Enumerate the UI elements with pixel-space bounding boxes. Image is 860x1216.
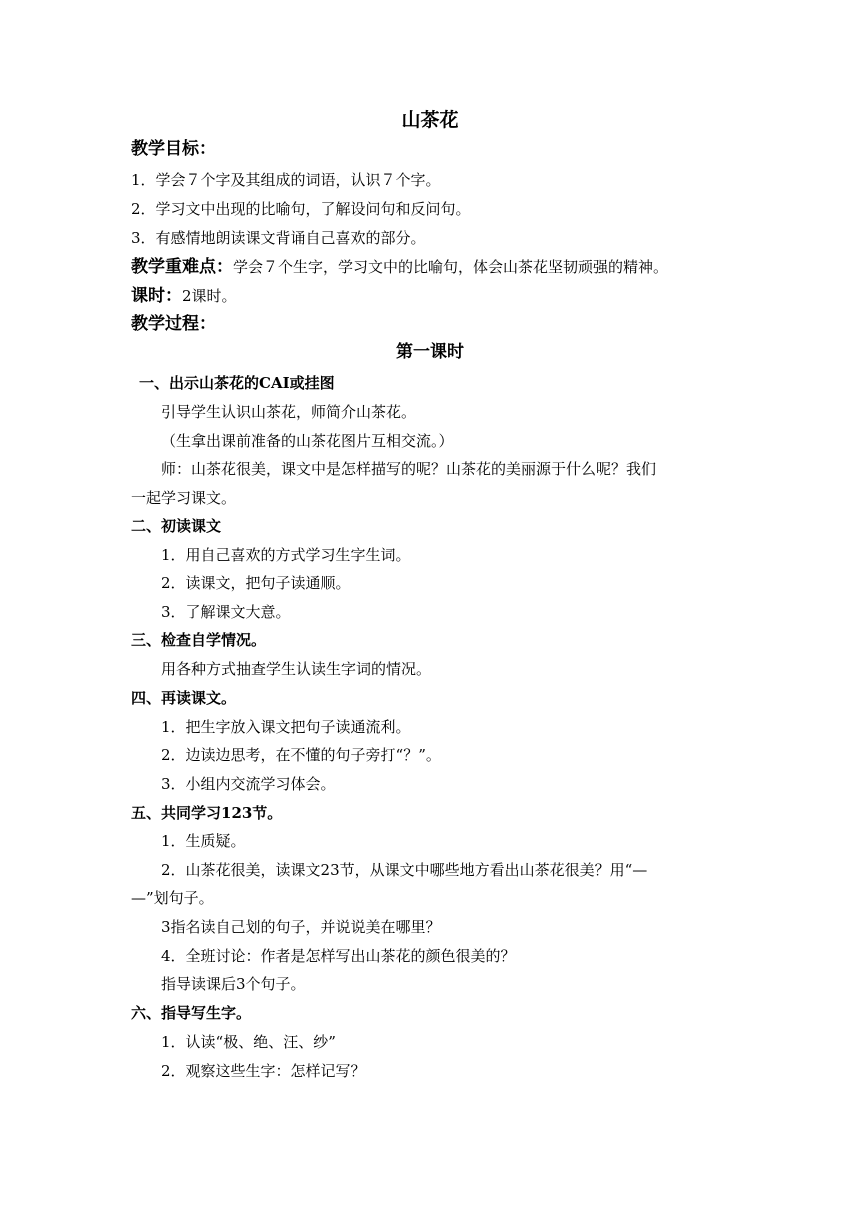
section-line: 引导学生认识山茶花，师简介山茶花。 (161, 403, 417, 421)
key-points-label: 教学重难点： (131, 257, 233, 277)
section-line: 4．全班讨论：作者是怎样写出山茶花的颜色很美的？ (161, 947, 516, 965)
goal-item: 1．学会７个字及其组成的词语，认识７个字。 (131, 171, 441, 189)
section-heading: 一、出示山茶花的CAI或挂图 (139, 374, 335, 392)
hours-paragraph (131, 285, 237, 307)
section-line: 3指名读自己划的句子，并说说美在哪里？ (161, 918, 441, 936)
goals-heading: 教学目标： (131, 139, 216, 159)
section-line: 指导读课后3个句子。 (161, 975, 306, 993)
section-heading: 四、再读课文。 (131, 689, 237, 707)
section-line: 1．把生字放入课文把句子读通流利。 (161, 718, 411, 736)
section-line: 2．读课文，把句子读通顺。 (161, 574, 351, 592)
section-heading: 五、共同学习123节。 (131, 804, 283, 822)
process-heading: 教学过程： (131, 314, 216, 334)
section-line: 师：山茶花很美，课文中是怎样描写的呢？山茶花的美丽源于什么呢？我们 (161, 460, 657, 478)
goal-item: 2．学习文中出现的比喻句，了解设问句和反问句。 (131, 200, 471, 218)
section-line: 一起学习课文。 (131, 489, 237, 507)
section-line: （生拿出课前准备的山茶花图片互相交流。） (161, 432, 454, 450)
section-line: 3．小组内交流学习体会。 (161, 775, 336, 793)
section-line: 用各种方式抽查学生认读生字词的情况。 (161, 660, 432, 678)
section-line: 3．了解课文大意。 (161, 603, 291, 621)
section-line: —”划句子。 (131, 889, 214, 907)
key-points-text: 学会７个生字，学习文中的比喻句，体会山茶花坚韧顽强的精神。 (233, 258, 669, 276)
section-line: 2．山茶花很美，读课文23节，从课文中哪些地方看出山茶花很美？用“— (161, 861, 648, 879)
section-line: 1．用自己喜欢的方式学习生字生词。 (161, 546, 411, 564)
key-points-paragraph (131, 256, 668, 278)
section-heading: 三、检查自学情况。 (131, 631, 267, 649)
hours-text: 2课时。 (182, 287, 237, 305)
section-line: 2．边读边思考，在不懂的句子旁打“？”。 (161, 746, 441, 764)
document-title: 山茶花 (401, 109, 459, 131)
section-line: 1．认读“极、绝、汪、纱” (161, 1033, 336, 1051)
section-line: 2．观察这些生字：怎样记写？ (161, 1062, 366, 1080)
hours-label: 课时： (131, 286, 182, 306)
goal-item: 3．有感情地朗读课文背诵自己喜欢的部分。 (131, 229, 426, 247)
section-line: 1．生质疑。 (161, 832, 246, 850)
section-heading: 六、指导写生字。 (131, 1004, 252, 1022)
section-heading: 二、初读课文 (131, 517, 222, 535)
lesson-title: 第一课时 (396, 342, 464, 362)
